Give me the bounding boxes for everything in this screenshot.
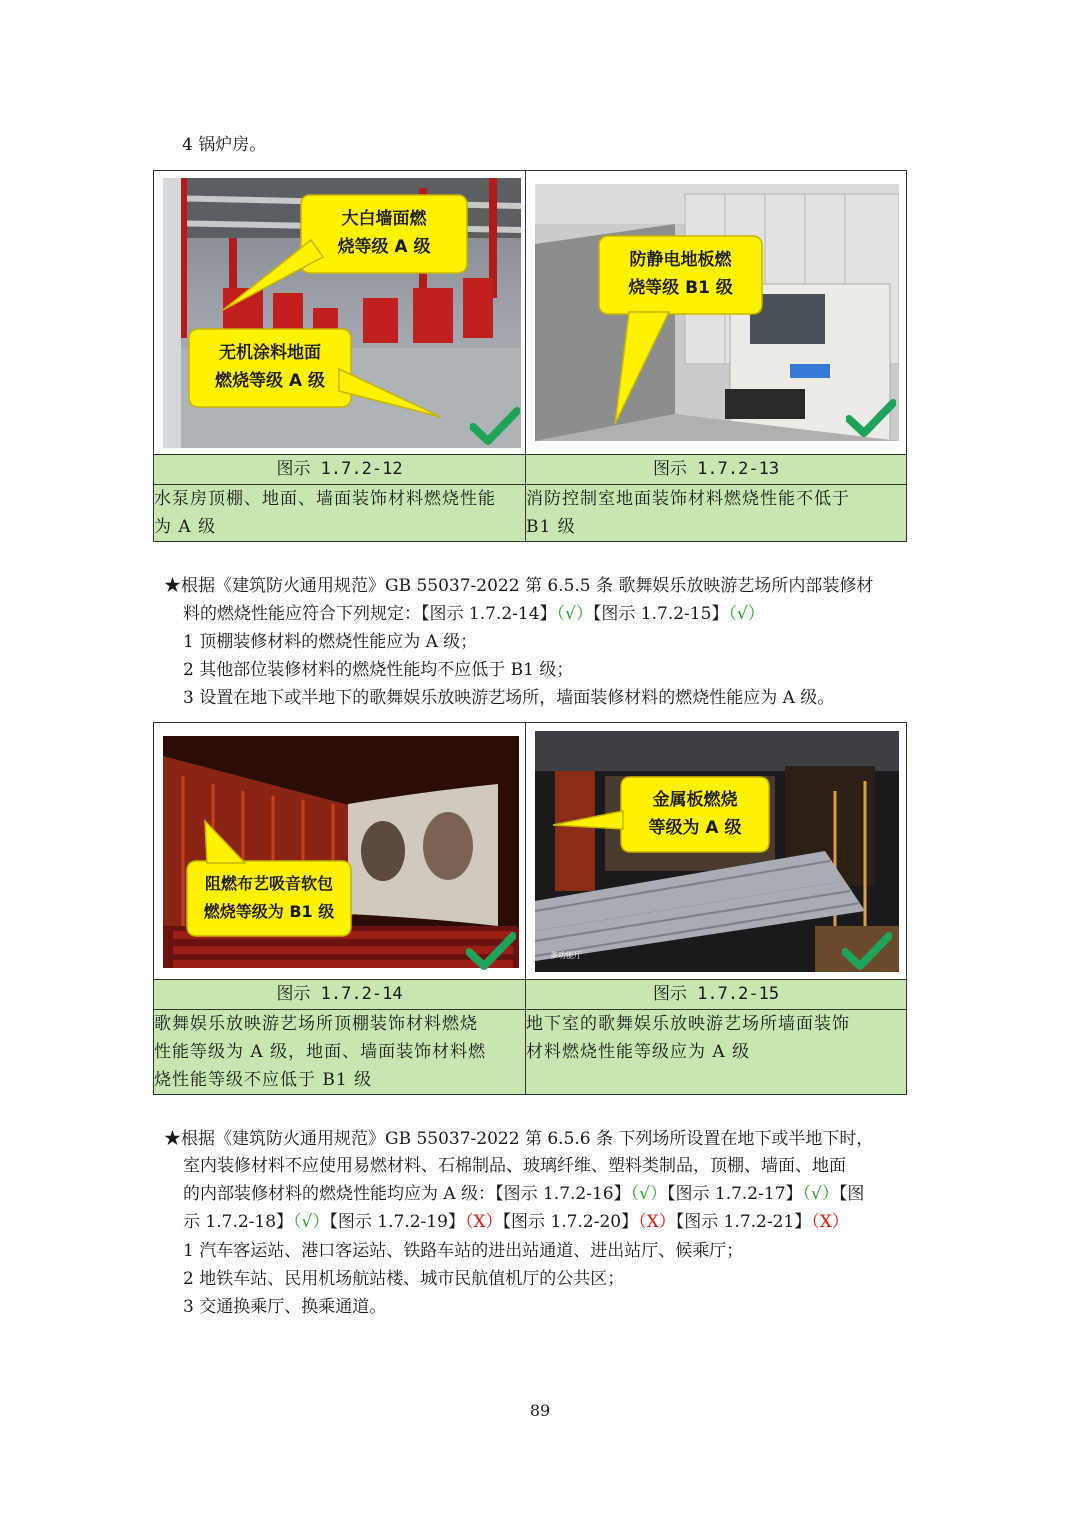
check-mark: （√）: [630, 1184, 667, 1204]
photo-cell-cinema: [154, 723, 526, 980]
section2-item: 3 交通换乘厅、换乘通道。: [183, 1297, 387, 1317]
section2-line3: [183, 1183, 864, 1205]
hall-photo-label: 多功能厅: [550, 951, 582, 960]
figure-table-top: [153, 170, 907, 542]
callout-fabric-line2: 燃烧等级为 B1 级: [203, 902, 335, 921]
section2-line3-ref: 【图示 1.7.2-17】: [666, 1184, 803, 1204]
figure-caption: 图示 1.7.2-13: [526, 455, 907, 485]
section2-line4-ref: 【图示 1.7.2-20】: [502, 1212, 639, 1232]
section1-line2: [183, 603, 765, 625]
intro-line: 4 锅炉房。: [182, 135, 267, 155]
check-icon: [470, 407, 520, 447]
callout-fabric: [187, 861, 351, 936]
check-icon: [846, 399, 896, 439]
figure-table-mid: [153, 722, 907, 1095]
callout-antistatic-line2: 烧等级 B1 级: [628, 278, 733, 298]
photo-cell-control-room: [526, 171, 907, 455]
figure-description-line: 水泵房顶棚、地面、墙面装饰材料燃烧性能: [154, 489, 496, 509]
callout-wall-line2: 烧等级 A 级: [337, 237, 431, 257]
figure-description-line: 烧性能等级不应低于 B1 级: [154, 1070, 373, 1090]
cross-mark: （X）: [811, 1212, 849, 1232]
check-mark: （√）: [556, 604, 593, 624]
check-mark: （√）: [802, 1184, 839, 1204]
callout-floor-line2: 燃烧等级 A 级: [215, 371, 325, 391]
check-icon: [466, 932, 516, 972]
callout-metal: [621, 777, 769, 852]
callout-floor-line1: 无机涂料地面: [219, 343, 321, 363]
figure-description-line: 歌舞娱乐放映游艺场所顶棚装饰材料燃烧: [154, 1014, 478, 1034]
callout-floor: [189, 329, 351, 407]
callout-antistatic: [599, 236, 762, 314]
section2-line1: ★根据《建筑防火通用规范》GB 55037-2022 第 6.5.6 条 下列场所设置在地下或半地下时，: [164, 1129, 874, 1149]
photo-cell-hall: [526, 723, 907, 980]
figure-caption: 图示 1.7.2-14: [154, 980, 526, 1010]
section1-line2-ref: 【图示 1.7.2-15】: [592, 604, 729, 624]
callout-wall-line1: 大白墙面燃: [341, 209, 427, 229]
section1-item: 2 其他部位装修材料的燃烧性能均不应低于 B1 级；: [183, 660, 574, 680]
page-number: 89: [529, 1401, 551, 1420]
callout-metal-line2: 等级为 A 级: [648, 818, 742, 838]
callout-antistatic-line1: 防静电地板燃: [629, 250, 732, 270]
figure-description-line: 消防控制室地面装饰材料燃烧性能不低于: [526, 489, 850, 509]
cross-mark: （X）: [638, 1212, 676, 1232]
figure-description-line: 为 A 级: [154, 517, 217, 537]
check-mark: （√）: [293, 1212, 330, 1232]
callout-fabric-line1: 阻燃布艺吸音软包: [204, 874, 333, 893]
callout-metal-line1: 金属板燃烧: [652, 790, 738, 810]
section2-item: 1 汽车客运站、港口客运站、铁路车站的进出站通道、进出站厅、候乘厅；: [183, 1241, 744, 1261]
section1-item: 1 顶棚装修材料的燃烧性能应为 A 级；: [183, 632, 478, 652]
figure-description: [154, 485, 526, 542]
section1-item: 3 设置在地下或半地下的歌舞娱乐放映游艺场所，墙面装修材料的燃烧性能应为 A 级。: [183, 688, 835, 708]
section2-line4: [183, 1211, 849, 1233]
figure-description-line: 材料燃烧性能等级应为 A 级: [526, 1042, 751, 1062]
figure-description-line: 性能等级为 A 级，地面、墙面装饰材料燃: [154, 1042, 487, 1062]
section2-line2: 室内装修材料不应使用易燃材料、石棉制品、玻璃纤维、塑料类制品，顶棚、墙面、地面: [183, 1156, 846, 1176]
section2-line3-end: 【图: [838, 1184, 865, 1204]
section2-line4-ref: 【图示 1.7.2-19】: [329, 1212, 465, 1232]
figure-description-line: B1 级: [526, 517, 576, 537]
figure-description-line: 地下室的歌舞娱乐放映游艺场所墙面装饰: [526, 1014, 850, 1034]
figure-caption: 图示 1.7.2-15: [526, 980, 907, 1010]
figure-description: [526, 485, 907, 542]
figure-description: [154, 1010, 526, 1095]
section2-line4-text: 示 1.7.2-18】: [183, 1212, 294, 1232]
section2-line4-ref: 【图示 1.7.2-21】: [675, 1212, 812, 1232]
cross-mark: （X）: [464, 1212, 503, 1232]
figure-description: [526, 1010, 907, 1095]
section1-line1: ★根据《建筑防火通用规范》GB 55037-2022 第 6.5.5 条 歌舞娱乐放映游艺场所内部装修材: [164, 576, 874, 596]
callout-wall: [301, 195, 467, 273]
photo-cell-pump-room: [154, 171, 526, 455]
section1-line2-text: 料的燃烧性能应符合下列规定：【图示 1.7.2-14】: [183, 604, 557, 624]
section2-item: 2 地铁车站、民用机场航站楼、城市民航值机厅的公共区；: [183, 1269, 625, 1289]
check-icon: [842, 932, 892, 972]
check-mark: （√）: [728, 604, 765, 624]
figure-caption: 图示 1.7.2-12: [154, 455, 526, 485]
section2-line3-text: 的内部装修材料的燃烧性能均应为 A 级：【图示 1.7.2-16】: [183, 1184, 631, 1204]
